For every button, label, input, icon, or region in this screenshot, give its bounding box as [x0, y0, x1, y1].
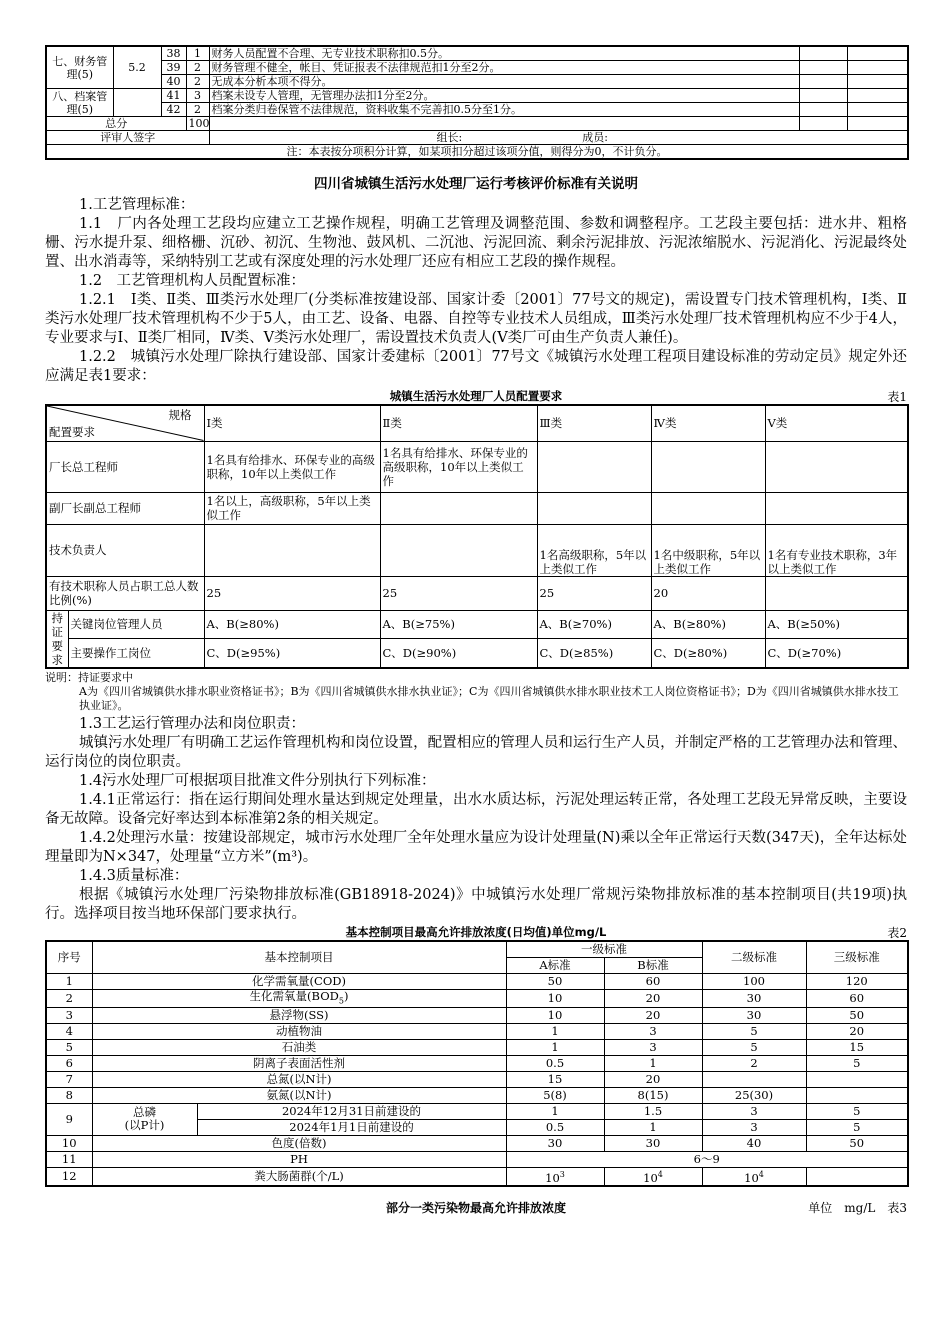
- table-row: [46, 61, 908, 75]
- table1-caption-row: [45, 388, 907, 404]
- table-cell: 25: [380, 576, 537, 610]
- value-b: 1: [604, 1055, 702, 1071]
- row-no: 8: [46, 1087, 92, 1103]
- table-row: [46, 75, 908, 89]
- class-header: Ⅰ类: [204, 405, 380, 441]
- table3-caption-row: [45, 1199, 907, 1217]
- emission-table: [45, 940, 909, 1187]
- value-exp: 4: [758, 1169, 764, 1179]
- remark-cell: [847, 89, 908, 103]
- value-b: 20: [604, 1071, 702, 1087]
- value-a: 10: [506, 989, 604, 1007]
- paragraph: 城镇污水处理厂有明确工艺运作管理机构和岗位设置，配置相应的管理人员和运行生产人员，并制定严格的工艺管理办法和管理、运行岗位的岗位职责。: [45, 734, 907, 770]
- table-cell: 1名具有给排水、环保专业的高级职称，10年以上类似工作: [204, 441, 380, 492]
- row-item: 化学需氧量(COD): [92, 973, 506, 989]
- value-g2: 25(30): [702, 1087, 806, 1103]
- value-g3: 5: [806, 1119, 908, 1135]
- category-cell: 七、财务管理(5): [46, 46, 113, 89]
- value-g3: [806, 1167, 908, 1185]
- value-b: 1: [604, 1119, 702, 1135]
- class-header: Ⅳ类: [651, 405, 765, 441]
- table-cell: 1名中级职称，5年以上类似工作: [651, 524, 765, 576]
- signer-names: [209, 131, 908, 145]
- remark-cell: [847, 117, 908, 131]
- subitem-cell: 5.2: [113, 46, 161, 89]
- paragraph: 1.4.3质量标准：: [79, 867, 189, 884]
- document-page: [45, 45, 907, 1217]
- table-row: [46, 1135, 908, 1151]
- table-row: [46, 1023, 908, 1039]
- header-grade2: 二级标准: [702, 941, 806, 974]
- row-no: 7: [46, 1071, 92, 1087]
- category-cell: 八、档案管理(5): [46, 89, 113, 117]
- value-b: 8(15): [604, 1087, 702, 1103]
- paragraph: 1.工艺管理标准：: [79, 197, 195, 213]
- value-g3: 50: [806, 1135, 908, 1151]
- value-g2: 5: [702, 1039, 806, 1055]
- header-grade1: 一级标准: [506, 941, 702, 958]
- table-cell: A、B(≥80%): [651, 610, 765, 639]
- row-item: PH: [92, 1151, 506, 1167]
- paragraph: 1.4.2处理污水量：按建设部规定，城市污水处理厂全年处理水量应为设计处理量(N)乘以全年正常运行天数(347天)，全年达标处理量即为N×347，处理量“立方米”(m³)。: [45, 829, 907, 865]
- score-cell: [799, 61, 847, 75]
- tp-label: [92, 1103, 197, 1135]
- total-blank: [209, 117, 799, 131]
- header-grade3: 三级标准: [806, 941, 908, 974]
- item-text: 档案未设专人管理，无管理办法扣1分至2分。: [209, 89, 799, 103]
- table1-notes: [45, 671, 907, 713]
- value-b: [604, 1167, 702, 1185]
- value-a: 50: [506, 973, 604, 989]
- score-cell: [799, 103, 847, 117]
- value-g2: 2: [702, 1055, 806, 1071]
- row-label: 副厂长副总工程师: [46, 492, 204, 524]
- item-no: 40: [161, 75, 186, 89]
- row-no: 5: [46, 1039, 92, 1055]
- table-cell: A、B(≥70%): [537, 610, 651, 639]
- paragraph: 1.2 工艺管理机构人员配置标准：: [79, 273, 306, 289]
- value-g2: 30: [702, 1007, 806, 1023]
- remark-cell: [847, 103, 908, 117]
- note-row: [46, 145, 908, 160]
- value-exp: 3: [559, 1169, 565, 1179]
- paragraph: 1.2.1 Ⅰ类、Ⅱ类、Ⅲ类污水处理厂(分类标准按建设部、国家计委〔2001〕77号文的规定)，需设置专门技术管理机构，Ⅰ类、Ⅱ类污水处理厂技术管理机构不少于5人，由工艺、设备、电器、自控等专业技术人员组成，Ⅲ类污水处理厂技术管理机构应不少于4人，专业要求与Ⅰ、Ⅱ类厂相同，Ⅳ类、Ⅴ类污水处理厂，需设置技术负责人(Ⅴ类厂可由生产负责人兼任)。: [45, 292, 907, 346]
- table-cell: 1名以上，高级职称，5年以上类似工作: [204, 492, 380, 524]
- tp-condition: 2024年12月31日前建设的: [197, 1103, 506, 1119]
- item-end: ): [343, 988, 349, 1003]
- row-item: 悬浮物(SS): [92, 1007, 506, 1023]
- item-no: 38: [161, 46, 186, 61]
- row-no: 1: [46, 973, 92, 989]
- note-line: 说明：持证要求中: [45, 670, 133, 684]
- table-row: [46, 441, 908, 492]
- item-text: 无成本分析本项不得分。: [209, 75, 799, 89]
- item-points: 2: [186, 75, 209, 89]
- table-cell: [380, 524, 537, 576]
- table-cell: [651, 441, 765, 492]
- table-row: [46, 1167, 908, 1185]
- table-cell: [765, 576, 908, 610]
- item-points: 2: [186, 61, 209, 75]
- table-row: [46, 1087, 908, 1103]
- value-exp: 4: [657, 1169, 663, 1179]
- value-base: 10: [643, 1170, 658, 1185]
- table1-caption: 城镇生活污水处理厂人员配置要求: [389, 389, 563, 403]
- row-item: 石油类: [92, 1039, 506, 1055]
- table-cell: [765, 441, 908, 492]
- table3-unit: 单位 mg/L 表3: [808, 1200, 907, 1215]
- value-g2: 40: [702, 1135, 806, 1151]
- value-a: 1: [506, 1023, 604, 1039]
- row-label: 关键岗位管理人员: [68, 610, 204, 639]
- item-points: 1: [186, 46, 209, 61]
- table-row: [46, 973, 908, 989]
- paragraph: 根据《城镇污水处理厂污染物排放标准(GB18918-2024)》中城镇污水处理厂常规污染物排放标准的基本控制项目(共19项)执行。选择项目按当地环保部门要求执行。: [45, 886, 907, 922]
- header-a: A标准: [506, 957, 604, 973]
- table-cell: C、D(≥95%): [204, 639, 380, 668]
- value-a: 1: [506, 1039, 604, 1055]
- value-b: 20: [604, 1007, 702, 1023]
- table-cell: C、D(≥80%): [651, 639, 765, 668]
- item-no: 41: [161, 89, 186, 103]
- value-b: 3: [604, 1023, 702, 1039]
- table-cell: [204, 524, 380, 576]
- score-cell: [799, 46, 847, 61]
- value-a: 0.5: [506, 1119, 604, 1135]
- subitem-cell: [113, 89, 161, 117]
- table-cell: [537, 441, 651, 492]
- row-item: 阴离子表面活性剂: [92, 1055, 506, 1071]
- score-cell: [799, 89, 847, 103]
- item-text: 档案分类归卷保管不法律规范，资料收集不完善扣0.5分至1分。: [209, 103, 799, 117]
- value-a: 10: [506, 1007, 604, 1023]
- tp-label-line2: (以P计): [124, 1118, 165, 1133]
- remark-cell: [847, 61, 908, 75]
- table-row: [46, 524, 908, 576]
- row-label: 主要操作工岗位: [68, 639, 204, 668]
- paragraph: 1.3工艺运行管理办法和岗位职责：: [79, 715, 306, 732]
- row-item: 总氮(以N计): [92, 1071, 506, 1087]
- table-cell: A、B(≥50%): [765, 610, 908, 639]
- value-g2: 3: [702, 1103, 806, 1119]
- paragraph: 1.1 厂内各处理工艺段均应建立工艺操作规程，明确工艺管理及调整范围、参数和调整程序。工艺段主要包括：进水井、粗格栅、污水提升泵、细格栅、沉砂、初沉、生物池、鼓风机、二沉池、污泥回流、剩余污泥排放、污泥浓缩脱水、污泥消化、污泥最终处置、出水消毒等，采纳特别工艺或有深度处理的污水处理厂还应有相应工艺段的操作规程。: [45, 216, 907, 270]
- table-row: [46, 89, 908, 103]
- table-cell: 1名高级职称，5年以上类似工作: [537, 524, 651, 576]
- paragraph: 1.4污水处理厂可根据项目批准文件分别执行下列标准：: [79, 772, 436, 789]
- value-a: 0.5: [506, 1055, 604, 1071]
- table-row: [46, 639, 908, 668]
- row-no: 11: [46, 1151, 92, 1167]
- total-value: 100: [186, 117, 209, 131]
- table-row: [46, 610, 908, 639]
- table1-number: 表1: [887, 390, 907, 404]
- total-row: [46, 117, 908, 131]
- value-g2: 3: [702, 1119, 806, 1135]
- value-g3: 5: [806, 1103, 908, 1119]
- leader-label: 组长:: [436, 131, 463, 144]
- tp-condition: 2024年1月1日前建设的: [197, 1119, 506, 1135]
- class-header: Ⅴ类: [765, 405, 908, 441]
- table-header-row: [46, 941, 908, 958]
- row-no: 2: [46, 989, 92, 1007]
- value-g3: 120: [806, 973, 908, 989]
- paragraph: 1.2.2 城镇污水处理厂除执行建设部、国家计委建标〔2001〕77号文《城镇污水处理工程项目建设标准的劳动定员》规定外还应满足表1要求：: [45, 349, 907, 384]
- value-g2: 5: [702, 1023, 806, 1039]
- value-g2: [702, 1071, 806, 1087]
- value-g3: 60: [806, 989, 908, 1007]
- table-row: [46, 1007, 908, 1023]
- signature-row: [46, 131, 908, 145]
- value-a: 5(8): [506, 1087, 604, 1103]
- item-points: 2: [186, 103, 209, 117]
- value-g3: [806, 1087, 908, 1103]
- row-item: 氨氮(以N计): [92, 1087, 506, 1103]
- item-text: 生化需氧量(BOD: [249, 988, 339, 1003]
- table-cell: C、D(≥90%): [380, 639, 537, 668]
- value-base: 10: [744, 1170, 759, 1185]
- table2-caption-row: [45, 924, 907, 940]
- corner-bottom: 配置要求: [49, 424, 95, 439]
- value-g2: 100: [702, 973, 806, 989]
- table-cell: C、D(≥85%): [537, 639, 651, 668]
- value-g3: 50: [806, 1007, 908, 1023]
- row-label: 有技术职称人员占职工总人数比例(%): [46, 576, 204, 610]
- item-text: 财务人员配置不合理、无专业技术职称扣0.5分。: [209, 46, 799, 61]
- signer-label: 评审人签字: [46, 131, 209, 145]
- table-row: [46, 1071, 908, 1087]
- value-a: 1: [506, 1103, 604, 1119]
- value-g2: [702, 1167, 806, 1185]
- table3-caption: 部分一类污染物最高允许排放浓度: [385, 1200, 566, 1215]
- table-row: [46, 576, 908, 610]
- value-b: 20: [604, 989, 702, 1007]
- member-label: 成员:: [582, 131, 608, 144]
- table-cell: 25: [537, 576, 651, 610]
- table-cell: [380, 492, 537, 524]
- header-item: 基本控制项目: [92, 941, 506, 974]
- cert-label: 持证要求: [46, 610, 68, 668]
- table2-caption: 基本控制项目最高允许排放浓度(日均值)单位mg/L: [345, 924, 607, 939]
- item-text: 财务管理不健全，帐目、凭证报表不法律规范扣1分至2分。: [209, 61, 799, 75]
- row-item: [92, 989, 506, 1007]
- table-row: [46, 1151, 908, 1167]
- item-no: 42: [161, 103, 186, 117]
- table-row: [46, 989, 908, 1007]
- table-row: [46, 46, 908, 61]
- table-row: [46, 1103, 908, 1119]
- value-b: 60: [604, 973, 702, 989]
- table-row: [46, 492, 908, 524]
- item-no: 39: [161, 61, 186, 75]
- total-label: 总分: [46, 117, 186, 131]
- paragraph: 1.4.1正常运行：指在运行期间处理水量达到规定处理量，出水水质达标，污泥处理运转正常，各处理工艺段无异常反映，主要设备无故障。设备完好率达到本标准第2条的相关规定。: [45, 791, 907, 827]
- remark-cell: [847, 75, 908, 89]
- ph-range: 6～9: [506, 1151, 908, 1167]
- table2-number: 表2: [887, 925, 907, 940]
- table-cell: [651, 492, 765, 524]
- score-cell: [799, 117, 847, 131]
- table-row: [46, 103, 908, 117]
- corner-cell: [46, 405, 204, 441]
- row-no: 3: [46, 1007, 92, 1023]
- row-item: 粪大肠菌群(个/L): [92, 1167, 506, 1185]
- value-g3: 15: [806, 1039, 908, 1055]
- table-cell: [537, 492, 651, 524]
- table-cell: 25: [204, 576, 380, 610]
- value-a: 15: [506, 1071, 604, 1087]
- row-no: 10: [46, 1135, 92, 1151]
- table-cell: 1名具有给排水、环保专业的高级职称，10年以上类似工作: [380, 441, 537, 492]
- note-line: A为《四川省城镇供水排水职业资格证书》；B为《四川省城镇供水排水执业证》；C为《四川省城镇供水排水职业技术工人岗位资格证书》；D为《四川省城镇供水排水技工执业证》。: [79, 684, 899, 712]
- table-header-row: [46, 405, 908, 441]
- class-header: Ⅱ类: [380, 405, 537, 441]
- item-points: 3: [186, 89, 209, 103]
- score-cell: [799, 75, 847, 89]
- item-subscript: 5: [338, 995, 344, 1005]
- row-no: 12: [46, 1167, 92, 1185]
- row-item: 色度(倍数): [92, 1135, 506, 1151]
- value-a: 30: [506, 1135, 604, 1151]
- row-label: 厂长总工程师: [46, 441, 204, 492]
- scoring-table: [45, 45, 909, 160]
- value-b: 3: [604, 1039, 702, 1055]
- table-cell: 20: [651, 576, 765, 610]
- row-no: 9: [46, 1103, 92, 1135]
- header-no: 序号: [46, 941, 92, 974]
- value-base: 10: [545, 1170, 560, 1185]
- corner-top: 规格: [168, 408, 192, 422]
- section-title: 四川省城镇生活污水处理厂运行考核评价标准有关说明: [314, 176, 638, 192]
- row-no: 4: [46, 1023, 92, 1039]
- tp-label-line1: 总磷: [133, 1105, 156, 1120]
- table-cell: 1名有专业技术职称，3年以上类似工作: [765, 524, 908, 576]
- table-row: [46, 1055, 908, 1071]
- row-no: 6: [46, 1055, 92, 1071]
- value-g3: 20: [806, 1023, 908, 1039]
- table-cell: C、D(≥70%): [765, 639, 908, 668]
- class-header: Ⅲ类: [537, 405, 651, 441]
- staffing-table: [45, 404, 909, 669]
- value-g2: 30: [702, 989, 806, 1007]
- header-b: B标准: [604, 957, 702, 973]
- value-a: [506, 1167, 604, 1185]
- value-b: 30: [604, 1135, 702, 1151]
- row-label: 技术负责人: [46, 524, 204, 576]
- value-g3: [806, 1071, 908, 1087]
- remark-cell: [847, 46, 908, 61]
- value-b: 1.5: [604, 1103, 702, 1119]
- table-row: [46, 1039, 908, 1055]
- value-g3: 5: [806, 1055, 908, 1071]
- table-note: 注：本表按分项积分计算，如某项扣分超过该项分值，则得分为0，不计负分。: [46, 145, 908, 160]
- table-cell: A、B(≥75%): [380, 610, 537, 639]
- table-cell: [765, 492, 908, 524]
- row-item: 动植物油: [92, 1023, 506, 1039]
- table-cell: A、B(≥80%): [204, 610, 380, 639]
